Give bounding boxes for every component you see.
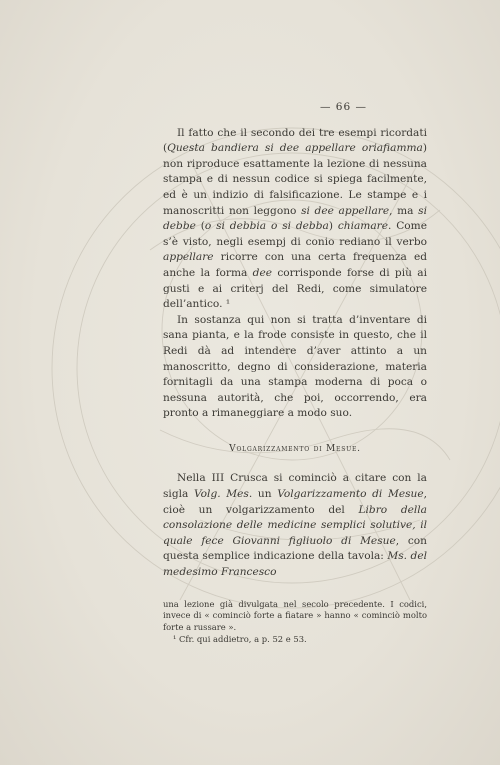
paragraph-1-segment: o si debbia o si debba xyxy=(204,220,329,233)
paragraph-1-segment: . Come s’è visto, negli esempj di conio rediano il verbo xyxy=(163,220,427,248)
paragraph-2-segment: In sostanza qui non si tratta d’inventare di sana pianta, e la frode consiste in questo, che il Redi dà ad intendere d’aver attinto a un manoscritto, degno di considerazione, materia fornitagli da una stampa moderna di poca o nessuna autorità, che poi, occorrendo, era pronto a rimaneggiare a modo suo. xyxy=(163,313,427,420)
section-paragraph-segment: un xyxy=(252,488,278,501)
section-paragraph-segment: Nella III Crusca si cominciò a citare con la sigla xyxy=(163,472,427,501)
section-heading: Volgarizzamento di Mesue. xyxy=(229,443,361,454)
section-paragraph-segment: Volg. Mes. xyxy=(194,488,253,501)
paragraph-1-segment: chiamare xyxy=(337,220,388,233)
paragraph-1-segment: corrisponde forse di più ai gusti e ai criterj del Redi, come simulatore dell’antico. ¹ xyxy=(163,266,427,311)
paragraph-1-segment: Il fatto che il secondo dei tre esempi ricordati ( xyxy=(163,126,427,155)
footnotes xyxy=(163,593,427,646)
paragraph-1-segment: si dee appellare xyxy=(301,204,390,217)
section-paragraph-segment: Libro della consolazione delle medicine semplici solutive, il quale fece Giovanni figliuolo di Mesue xyxy=(163,503,427,547)
paragraph-1-segment: , ma xyxy=(389,204,419,217)
footnote-continuation: una lezione già divulgata nel secolo precedente. I codici, invece di « cominciò forte a fiatare » hanno « cominciò molto forte a russare ». xyxy=(163,598,427,633)
paragraph-1 xyxy=(163,126,427,313)
section-paragraph-segment: , con questa semplice indicazione della tavola: xyxy=(163,534,427,563)
paragraph-1-segment: ) non riproduce esattamente la lezione di nessuna stampa e di nessun codice si spiega facilmente, ed è un indizio di falsificazione. Le stampe e i manoscritti non leggono xyxy=(163,142,427,217)
paragraph-1-segment: dee xyxy=(252,266,272,279)
section-paragraph-segment: Volgarizzamento di Mesue xyxy=(277,488,424,501)
section-paragraph-segment: Ms. del medesimo Francesco xyxy=(163,550,427,579)
paragraph-1-segment: ricorre con una certa frequenza ed anche la forma xyxy=(163,251,427,279)
text-block xyxy=(163,100,427,646)
footnote-1: ¹ Cfr. qui addietro, a p. 52 e 53. xyxy=(173,634,307,645)
paragraph-1-segment: appellare xyxy=(163,251,214,264)
page-number: — 66 — xyxy=(319,101,367,113)
paragraph-1-segment: Questa bandiera si dee appellare oriafiamma xyxy=(167,142,423,155)
paragraph-1-segment: ( xyxy=(195,220,205,233)
section-paragraph-segment: , cioè un volgarizzamento del xyxy=(163,488,428,516)
paragraph-1-segment: si debbe xyxy=(163,204,427,233)
section-paragraph xyxy=(163,471,427,580)
paragraph-2 xyxy=(163,313,427,422)
paragraph-1-segment: ) xyxy=(328,220,338,233)
